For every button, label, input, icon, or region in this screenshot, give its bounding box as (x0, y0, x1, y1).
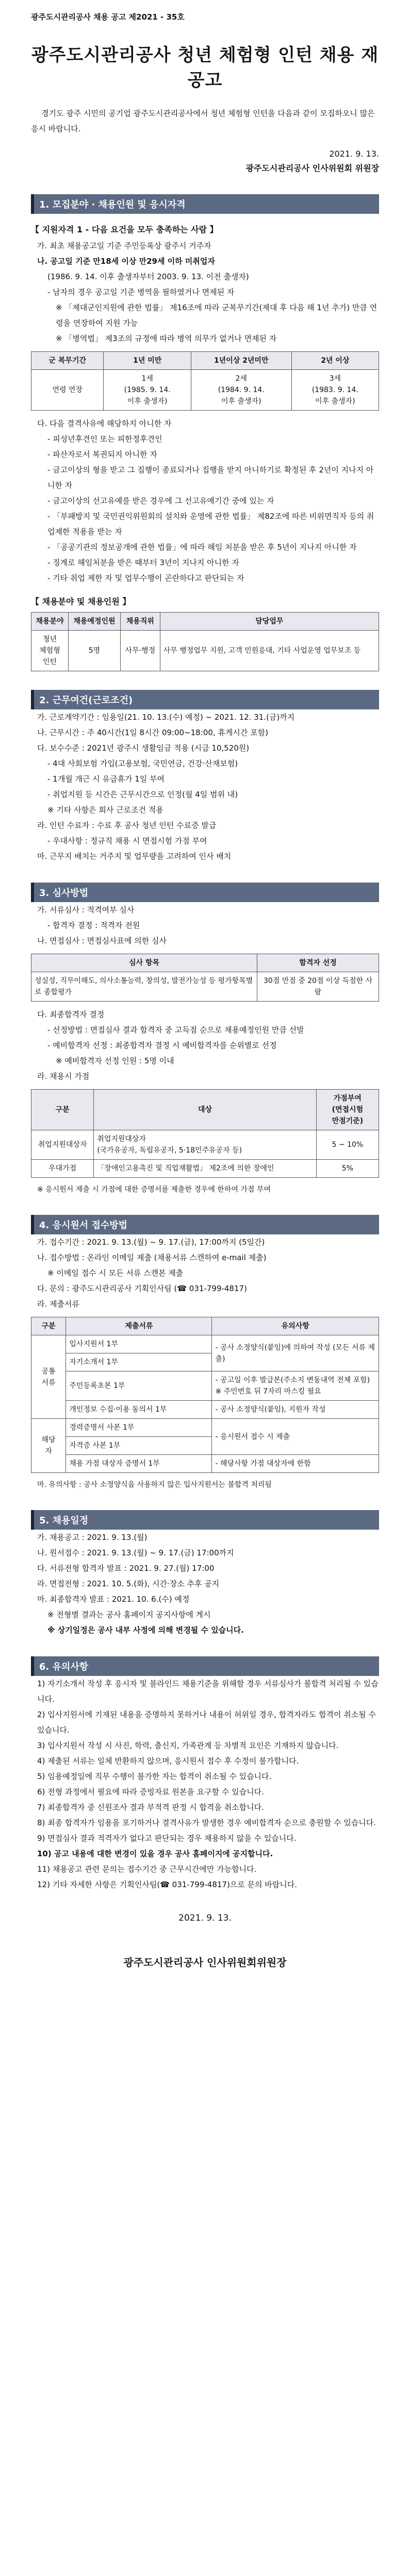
table-header: 합격자 선정 (257, 954, 379, 972)
s6-item: 3) 입사지원서 작성 시 사진, 학력, 출신지, 가족관계 등 차별적 요인은 기재하지 않습니다. (37, 1741, 339, 1750)
table-cell: 채용 가점 대상자 증명서 1부 (66, 1455, 212, 1473)
s2-item: - 4대 사회보험 가입(고용보험, 국민연금, 건강·산재보험) (47, 759, 238, 768)
s6-item: 2) 입사지원서에 기재된 내용을 증명하지 못하거나 내용이 허위일 경우, 합격자라도 합격이 취소될 수 있습니다. (37, 1710, 376, 1735)
s6-item: 4) 제출된 서류는 일체 반환하지 않으며, 응시원서 접수 후 수정이 불가합니다. (37, 1756, 299, 1766)
s6-item: 7) 최종합격자 중 신원조사 결과 부적격 판정 시 합격을 취소합니다. (37, 1803, 264, 1812)
s2-item: 나. 근무시간 : 주 40시간(1일 8시간 09:00~18:00, 휴게시간 포함) (37, 728, 268, 737)
s2-item: 마. 근무지 배치는 거주지 및 업무량을 고려하여 인사 배치 (37, 852, 232, 861)
s2-item: - 취업지원 등 시간은 근무시간으로 인정(월 4일 범위 내) (47, 790, 238, 799)
table-cell: - 공고일 이후 발급본(주소지 변동내역 전체 포함) ※ 주민번호 뒤 7자리 마스킹 필요 (212, 1371, 379, 1401)
table-cell: 공통 서류 (31, 1335, 66, 1419)
table-cell: 2세 (1984. 9. 14. 이후 출생자) (191, 370, 291, 411)
s6-item: 5) 임용예정일에 직무 수행이 불가한 자는 합격이 취소될 수 있습니다. (37, 1772, 272, 1781)
table-header: 유의사항 (212, 1317, 379, 1335)
interview-table (31, 954, 379, 1002)
age-extension-table (31, 351, 379, 411)
section-1-heading: 1. 모집분야 · 채용인원 및 응시자격 (31, 194, 379, 214)
s4-item: ※ 이메일 접수 시 모든 서류 스캔본 제출 (47, 1268, 184, 1278)
table-cell: 취업지원대상자 (31, 1130, 94, 1160)
notice-ref: 광주도시관리공사 채용 공고 제2021 - 35호 (31, 12, 185, 22)
table-header: 심사 항목 (31, 954, 257, 972)
footer-date: 2021. 9. 13. (178, 1913, 232, 1923)
section-2-heading: 2. 근무여건(근로조건) (31, 690, 379, 709)
table-cell: 사무 행정업무 지원, 고객 민원응대, 기타 사업운영 업무보조 등 (160, 631, 379, 671)
s5-item: 마. 최종합격자 발표 : 2021. 10. 6.(수) 예정 (37, 1595, 190, 1604)
table-header: 담당업무 (160, 613, 379, 631)
table-header: 1년 미만 (104, 352, 191, 370)
table-header: 2년 이상 (291, 352, 379, 370)
s5-item: ※ 상기일정은 공사 내부 사정에 의해 변경될 수 있습니다. (47, 1625, 244, 1635)
table-cell: 「장애인고용촉진 및 직업재활법」 제2조에 의한 장애인 (94, 1160, 316, 1178)
s3-item: 나. 면접심사 : 면접심사표에 의한 심사 (37, 936, 167, 945)
s1-item: - 파산자로서 복권되지 아니한 자 (47, 450, 157, 459)
s6-item: 11) 채용공고 관련 문의는 접수기간 중 근무시간에만 가능합니다. (37, 1865, 257, 1874)
intro-text: 경기도 광주 시민의 공기업 광주도시관리공사에서 청년 체험형 인턴을 다음과 같이 모집하오니 많은 응시 바랍니다. (31, 109, 375, 133)
s1-item: ※ 「병역법」 제3조의 규정에 따라 병역 의무가 없거나 면제된 자 (56, 334, 277, 343)
s2-item: ※ 기타 사항은 회사 근로조건 적용 (47, 805, 163, 815)
eligibility-subheading: 【 지원자격 1 - 다음 요건을 모두 충족하는 사람 】 (31, 225, 218, 234)
s4-note: 마. 유의사항 : 공사 소정양식을 사용하지 않은 입사지원서는 불합격 처리됨 (37, 1481, 272, 1489)
table-cell: - 공사 소정양식(붙임), 지원자 작성 (212, 1401, 379, 1419)
s5-item: 라. 면접전형 : 2021. 10. 5.(화), 시간·장소 추후 공지 (37, 1579, 220, 1588)
s6-item: 10) 공고 내용에 대한 변경이 있을 경우 공사 홈페이지에 공지합니다. (37, 1849, 273, 1858)
s1-item: - 「부패방지 및 국민권익위원회의 설치와 운영에 관한 법률」 제82조에 따른 비위면직자 등의 취업제한 적용을 받는 자 (47, 512, 374, 536)
table-cell: 해당 자 (31, 1419, 66, 1473)
table-cell: 성실성, 직무이해도, 의사소통능력, 창의성, 발전가능성 등 평가항목별로 종합평가 (31, 972, 257, 1002)
s1-item: ※ 「제대군인지원에 관한 법률」 제16조에 따라 군복무기간(제대 후 다음 해 1년 추가) 만큼 연령을 연장하여 지원 가능 (56, 303, 378, 328)
job-table (31, 612, 379, 671)
s1-item: - 금고이상의 형을 받고 그 집행이 종료되거나 집행을 받지 아니하기로 확정된 후 2년이 지나지 아니한 자 (47, 465, 374, 490)
s5-item: ※ 전형별 결과는 공사 홈페이지 공지사항에 게시 (47, 1610, 211, 1619)
table-cell: 1세 (1985. 9. 14. 이후 출생자) (104, 370, 191, 411)
s3-subheading: 라. 채용시 가점 (37, 1072, 90, 1081)
section-5-heading: 5. 채용일정 (31, 1510, 379, 1530)
section-6-heading: 6. 유의사항 (31, 1656, 379, 1676)
s5-item: 다. 서류전형 합격자 발표 : 2021. 9. 27.(월) 17:00 (37, 1564, 215, 1573)
s3-item: - 선정방법 : 면접심사 결과 합격자 중 고득점 순으로 채용예정인원 만큼 선발 (47, 1025, 304, 1035)
table-cell: - 응시원서 접수 시 제출 (212, 1419, 379, 1455)
s1-item: 다. 다음 결격사유에 해당하지 아니한 자 (37, 419, 172, 428)
table-cell: 자기소개서 1부 (66, 1353, 212, 1371)
section-4-heading: 4. 응시원서 접수방법 (31, 1215, 379, 1234)
s2-item: 라. 인턴 수료자 : 수료 후 공사 청년 인턴 수료증 발급 (37, 821, 217, 830)
s1-item: - 금고이상의 선고유예를 받은 경우에 그 선고유예기간 중에 있는 자 (47, 496, 274, 505)
s6-item: 8) 최종 합격자가 임용을 포기하거나 결격사유가 발생한 경우 예비합격자 순으로 충원할 수 있습니다. (37, 1818, 376, 1827)
table-cell: - 공사 소정양식(붙임)에 의하여 작성 (모든 서류 제출) (212, 1335, 379, 1371)
table-header: 구분 (31, 1317, 66, 1335)
table-cell: 5% (316, 1160, 379, 1178)
documents-table (31, 1317, 379, 1473)
s3-note: ※ 응시원서 제출 시 가점에 대한 증명서를 제출한 경우에 한하여 가점 부여 (37, 1185, 271, 1194)
s4-item: 나. 접수방법 : 온라인 이메일 제출 (채용서류 스캔하여 e-mail 제출) (37, 1253, 267, 1262)
s3-item: ※ 예비합격자 선정 인원 : 5명 이내 (56, 1056, 174, 1065)
s6-item: 6) 전형 과정에서 필요에 따라 증빙자료 원본을 요구할 수 있습니다. (37, 1787, 264, 1797)
s1-item: - 징계로 해임처분을 받은 때부터 3년이 지나지 아니한 자 (47, 558, 239, 567)
s1-item: - 남자의 경우 공고일 기준 병역을 필하였거나 면제된 자 (47, 287, 235, 297)
table-cell: 개인정보 수집·이용 동의서 1부 (66, 1401, 212, 1419)
s3-item: - 예비합격자 선정 : 최종합격자 결정 시 예비합격자를 순위별로 선정 (47, 1041, 277, 1050)
table-cell: 5 ~ 10% (316, 1130, 379, 1160)
table-header: 대상 (94, 1090, 316, 1130)
s1-item: 나. 공고일 기준 만18세 이상 만29세 이하 미취업자 (37, 257, 215, 266)
table-cell: 3세 (1983. 9. 14. 이후 출생자) (291, 370, 379, 411)
s3-item: - 합격자 결정 : 적격자 전원 (47, 921, 140, 930)
s6-item: 9) 면접심사 결과 적격자가 없다고 판단되는 경우 채용하지 않을 수 있습니다. (37, 1834, 297, 1843)
s1-item: 가. 최초 채용공고일 기준 주민등록상 광주시 거주자 (37, 241, 211, 250)
s5-item: 나. 원서접수 : 2021. 9. 13.(월) ~ 9. 17.(금) 17:00까지 (37, 1548, 234, 1557)
table-cell: 5명 (68, 631, 120, 671)
s3-item: 다. 최종합격자 결정 (37, 1010, 105, 1019)
jobs-subheading: 【 채용분야 및 채용인원 】 (31, 597, 131, 606)
s6-item: 12) 기타 자세한 사항은 기획인사팀(☎ 031-799-4817)으로 문의 바랍니다. (37, 1880, 298, 1889)
s2-item: - 1개월 개근 시 유급휴가 1일 부여 (47, 774, 165, 784)
s4-item: 라. 제출서류 (37, 1299, 79, 1309)
s1-item: - 기타 취업 제한 자 및 업무수행이 곤란하다고 판단되는 자 (47, 573, 244, 583)
table-cell: 취업지원대상자 (국가유공자, 독립유공자, 5·18민주유공자 등) (94, 1130, 316, 1160)
notice-date: 2021. 9. 13. (329, 149, 379, 159)
section-3-heading: 3. 심사방법 (31, 883, 379, 902)
s1-item: - 피성년후견인 또는 피한정후견인 (47, 434, 162, 444)
table-cell: 청년 체험형 인턴 (31, 631, 69, 671)
table-cell: 입사지원서 1부 (66, 1335, 212, 1353)
table-header: 구분 (31, 1090, 94, 1130)
s2-item: - 우대사항 : 정규직 채용 시 면접시험 가점 부여 (47, 836, 207, 845)
s2-item: 다. 보수수준 : 2021년 광주시 생활임금 적용 (시급 10,520원) (37, 743, 250, 753)
table-cell: 연령 연장 (31, 370, 104, 411)
s5-item: 가. 채용공고 : 2021. 9. 13.(월) (37, 1533, 147, 1542)
s1-item: - 「공공기관의 정보공개에 관한 법률」에 따라 해임 처분을 받은 후 5년이 지나지 아니한 자 (47, 543, 357, 552)
table-header: 가점부여 (면접시험 만점기준) (316, 1090, 379, 1130)
table-cell: 사무·행정 (120, 631, 160, 671)
table-header: 채용직위 (120, 613, 160, 631)
s4-item: 다. 문의 : 광주도시관리공사 기획인사팀 (☎ 031-799-4817) (37, 1284, 247, 1293)
notice-org: 광주도시관리공사 인사위원회 위원장 (245, 163, 379, 173)
table-header: 제출서류 (66, 1317, 212, 1335)
table-header: 채용분야 (31, 613, 69, 631)
table-cell: 우대가점 (31, 1160, 94, 1178)
bonus-table (31, 1089, 379, 1178)
table-header: 군 복무기간 (31, 352, 104, 370)
s4-item: 가. 접수기간 : 2021. 9. 13.(월) ~ 9. 17.(금), 17:00까지 (5일간) (37, 1238, 265, 1247)
table-cell: 30점 만점 중 20점 이상 득점한 사람 (257, 972, 379, 1002)
footer-org: 광주도시관리공사 인사위원회위원장 (123, 1956, 287, 1969)
page-title: 광주도시관리공사 청년 체험형 인턴 채용 재공고 (31, 45, 379, 91)
s1-item: (1986. 9. 14. 이후 출생자부터 2003. 9. 13. 이전 출생자) (47, 272, 249, 281)
s3-item: 가. 서류심사 : 적격여부 심사 (37, 905, 135, 914)
table-cell: - 해당사항 가점 대상자에 한함 (212, 1455, 379, 1473)
table-cell: 자격증 사본 1부 (66, 1437, 212, 1455)
table-cell: 주민등록초본 1부 (66, 1371, 212, 1401)
s2-item: 가. 근로계약기간 : 임용일(21. 10. 13.(수) 예정) ~ 2021. 12. 31.(금)까지 (37, 713, 295, 722)
table-header: 1년이상 2년미만 (191, 352, 291, 370)
table-header: 채용예정인원 (68, 613, 120, 631)
s6-item: 1) 자기소개서 작성 후 응시자 및 블라인드 채용기준을 위해할 경우 서류심사가 불합격 처리될 수 있습니다. (37, 1679, 379, 1704)
table-cell: 경력증명서 사본 1부 (66, 1419, 212, 1437)
